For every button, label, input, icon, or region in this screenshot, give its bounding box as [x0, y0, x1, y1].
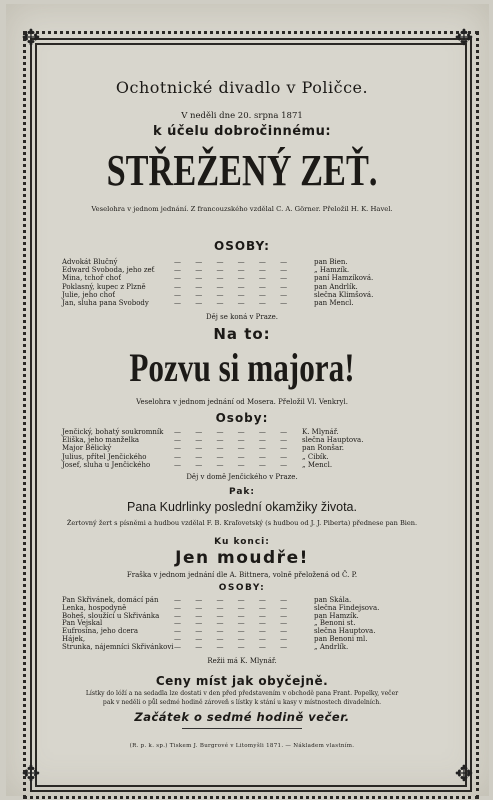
then-line: Na to: [213, 325, 271, 343]
play3-title: Jen moudře! [175, 548, 309, 568]
cast-row: Julius, přítel Jenčického — — — — — — „ Cibík. [62, 452, 329, 461]
play3-director: Režii má K. Mlynář. [207, 657, 277, 665]
poster-content [62, 72, 422, 762]
cast-row: Advokát Blučný — — — — — — pan Bien. [62, 258, 348, 266]
play2-title: Pozvu si majora! [129, 345, 355, 390]
cast-row: Pan Skřivánek, domácí pán — — — — — — pan Skála. [62, 596, 352, 604]
play2-cast-heading: Osoby: [215, 411, 269, 425]
corner-ornament-icon: ✥ [454, 26, 474, 51]
cast-row: Poklasný, kupec z Plzně — — — — — — pan Andrlík. [62, 282, 358, 291]
play3-cast-heading: OSOBY: [218, 583, 266, 593]
cast-row: Eliška, jeho manželka — — — — — — slečna Hauptova. [62, 436, 364, 445]
play3-cast-list [62, 597, 422, 652]
corner-ornament-icon: ✥ [21, 26, 41, 51]
cast-row: Jenčický, bohatý soukromník — — — — — — K. Mlynář. [62, 428, 339, 436]
cast-row: Hájek, — — — — — — pan Benoni ml. [62, 634, 368, 643]
date-line: V neděli dne 20. srpna 1871 [181, 111, 303, 121]
cast-row: Lenka, hospodyně — — — — — — slečna Findejsova. [62, 603, 380, 612]
after-line: Pak: [228, 487, 255, 497]
cast-row: Josef, sluha u Jenčického — — — — — — „ Mencl. [62, 460, 333, 469]
cast-row: Eufrosína, jeho dcera — — — — — — slečna Hauptova. [62, 627, 376, 636]
cast-row: Major Bělický — — — — — — pan Ronšar. [62, 444, 344, 453]
finally-line: Ku konci: [214, 537, 270, 547]
play1-subtitle: Veselohra v jednom jednání. Z francouzského vzdělal C. A. Görner. Přeložil H. K. Havel. [91, 205, 393, 213]
play1-cast-list [62, 258, 422, 307]
corner-ornament-icon: ✥ [21, 762, 41, 787]
cast-row: Pan Vejskal — — — — — — „ Benoni st. [62, 619, 356, 628]
play2-subtitle: Veselohra v jednom jednání od Mosera. Přeložil Vl. Venkryl. [136, 398, 348, 406]
cast-row: Boheš, sloužící u Skřivánka — — — — — — pan Hamzík. [62, 611, 359, 620]
divider [182, 728, 302, 729]
tickets-line-2: pak v neděli o půl sedmé hodině zároveň s lístky k stání u kasy v místnostech divadelních. [102, 699, 382, 706]
prices-line: Ceny míst jak obyčejně. [155, 674, 329, 688]
corner-ornament-icon: ✥ [454, 762, 474, 787]
theatre-name: Ochotnické divadlo v Poličce. [115, 78, 369, 97]
interlude-subtitle: Žertovný žert s písněmi a hudbou vzdělal F. B. Kraľovetský (s hudbou od J. J. Piberta) přednese pan Bien. [66, 519, 418, 527]
play1-cast-heading: OSOBY: [214, 239, 270, 253]
play2-cast-list [62, 428, 422, 469]
cast-row: Edward Svoboda, jeho zeť — — — — — — „ Hamzík. [62, 266, 350, 275]
tickets-line-1: Lístky do lóží a na sedadla lze dostati v den před představením v obchodě pana Frant. Popelky, večer [85, 690, 399, 697]
interlude-title: Pana Kudrlinky poslední okamžiky života. [127, 500, 357, 514]
cast-row: Strunka, nájemníci Skřivánkovi — — — — — — „ Andrlík. [62, 642, 349, 651]
play3-subtitle: Fraška v jednom jednání dle A. Bittnera, volně přeložená od Č. P. [126, 571, 358, 579]
purpose-line: k účelu dobročinnému: [152, 124, 332, 139]
printer-imprint: (R. p. k. sp.) Tiskem J. Burgrové v Litomyšli 1871. — Nákladem vlastním. [129, 743, 355, 749]
cast-row: Jan, sluha pana Svobody — — — — — — pan Mencl. [62, 298, 354, 307]
play1-title: STŘEŽENÝ ZEŤ. [106, 146, 378, 195]
cast-row: Julie, jeho choť — — — — — — slečna Klimšová. [62, 290, 374, 299]
play1-setting: Děj se koná v Praze. [206, 313, 278, 321]
start-time-line: Začátek o sedmé hodině večer. [134, 710, 350, 724]
cast-row: Mina, tchoř choť — — — — — — paní Hamzíková. [62, 274, 374, 283]
play2-setting: Děj v domě Jenčického v Praze. [186, 473, 298, 481]
